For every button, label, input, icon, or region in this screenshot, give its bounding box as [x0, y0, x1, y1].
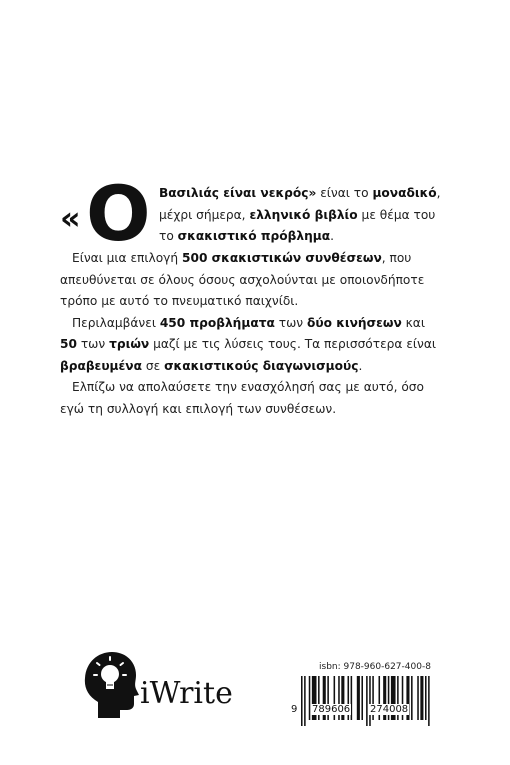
- body-text: .: [358, 358, 363, 373]
- emphasis-text: σκακιστικό πρόβλημα: [177, 229, 331, 243]
- barcode-bar: [369, 676, 371, 726]
- body-text: και: [401, 315, 425, 330]
- emphasis-text: 50: [60, 337, 77, 351]
- barcode-lead-digit: 9: [291, 704, 298, 715]
- emphasis-text: ελληνικό βιβλίο: [249, 207, 358, 222]
- body-text: είναι το: [316, 186, 373, 200]
- barcode-bar: [366, 676, 368, 726]
- barcode-bar: [411, 676, 413, 720]
- drop-cap-letter: Ο: [86, 169, 151, 258]
- isbn-barcode: [299, 676, 431, 726]
- emphasis-text: 450 προβλήματα: [159, 315, 275, 330]
- body-text: με θέμα του το: [159, 207, 436, 243]
- barcode-bar: [428, 676, 430, 726]
- barcode-bar: [304, 676, 306, 726]
- paragraph-3: [60, 313, 442, 378]
- body-text: των: [274, 315, 307, 330]
- emphasis-text: δύο κινήσεων: [306, 315, 402, 330]
- barcode-right-group: 274008: [370, 704, 409, 715]
- barcode-bar: [425, 676, 427, 720]
- paragraph-4: [60, 377, 442, 420]
- paragraph-1: [159, 183, 442, 248]
- emphasis-text: σκακιστικούς διαγωνισμούς: [164, 358, 359, 373]
- body-text: , που απευθύνεται σε όλους όσους ασχολούνται με οποιονδήποτε τρόπο με αυτό το πνευματικό παιχνίδι.: [60, 251, 425, 308]
- barcode-bar: [301, 676, 303, 726]
- body-text: .: [330, 229, 334, 243]
- emphasis-text: βραβευμένα: [60, 358, 142, 373]
- body-text: μαζί με τις λύσεις τους. Τα περισσότερα είναι: [149, 337, 436, 351]
- emphasis-text: μοναδικό: [372, 186, 437, 200]
- body-text: , μέχρι σήμερα,: [159, 186, 441, 222]
- opening-quote-mark: «: [60, 199, 81, 237]
- emphasis-text: τριών: [109, 337, 150, 351]
- emphasis-text: 500 σκακιστικών συνθέσεων: [181, 251, 382, 265]
- body-text: Περιλαμβάνει: [72, 315, 160, 330]
- barcode-left-group: 789606: [312, 704, 351, 715]
- barcode-bar: [357, 676, 360, 720]
- emphasis-text: Βασιλιάς είναι νεκρός»: [159, 186, 317, 200]
- barcode-bar: [417, 676, 419, 720]
- head-lightbulb-icon: [80, 648, 140, 720]
- body-text: Είναι μια επιλογή: [72, 251, 182, 265]
- isbn-label: isbn: 978-960-627-400-8: [319, 662, 431, 672]
- body-text: Ελπίζω να απολαύσετε την ενασχόλησή σας με αυτό, όσο εγώ τη συλλογή και επιλογή των συνθέσεων.: [60, 380, 424, 416]
- barcode-bar: [420, 676, 423, 720]
- back-cover-blurb: [60, 169, 442, 420]
- body-text: σε: [142, 358, 165, 373]
- body-text: των: [76, 337, 110, 351]
- publisher-name: iWrite: [140, 676, 233, 711]
- barcode-bar: [361, 676, 363, 720]
